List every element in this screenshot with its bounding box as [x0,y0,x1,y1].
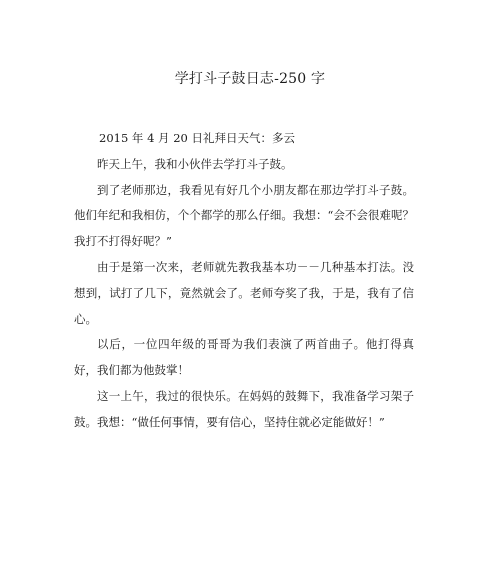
paragraph-3: 由于是第一次来，老师就先教我基本功－－几种基本打法。没想到，试打了几下，竟然就会了。老师夸奖了我，于是，我有了信心。 [74,259,414,326]
date-weather-line: 2015 年 4 月 20 日礼拜日天气：多云 [99,131,295,145]
paragraph-1: 昨天上午，我和小伙伴去学打斗子鼓。 [97,156,293,171]
document-body [74,126,414,436]
document-title: 学打斗子鼓日志-250 字 [174,71,326,87]
paragraph-4: 以后，一位四年级的哥哥为我们表演了两首曲子。他打得真好，我们都为他鼓掌！ [74,337,414,378]
paragraph-5: 这一上午，我过的很快乐。在妈妈的鼓舞下，我准备学习架子鼓。我想：“做任何事情，要有信心，坚持住就必定能做好！” [74,388,414,429]
paragraph-2: 到了老师那边，我看见有好几个小朋友都在那边学打斗子鼓。他们年纪和我相仿，个个都学的那么仔细。我想：“会不会很难呢？我打不打得好呢？” [74,182,414,249]
